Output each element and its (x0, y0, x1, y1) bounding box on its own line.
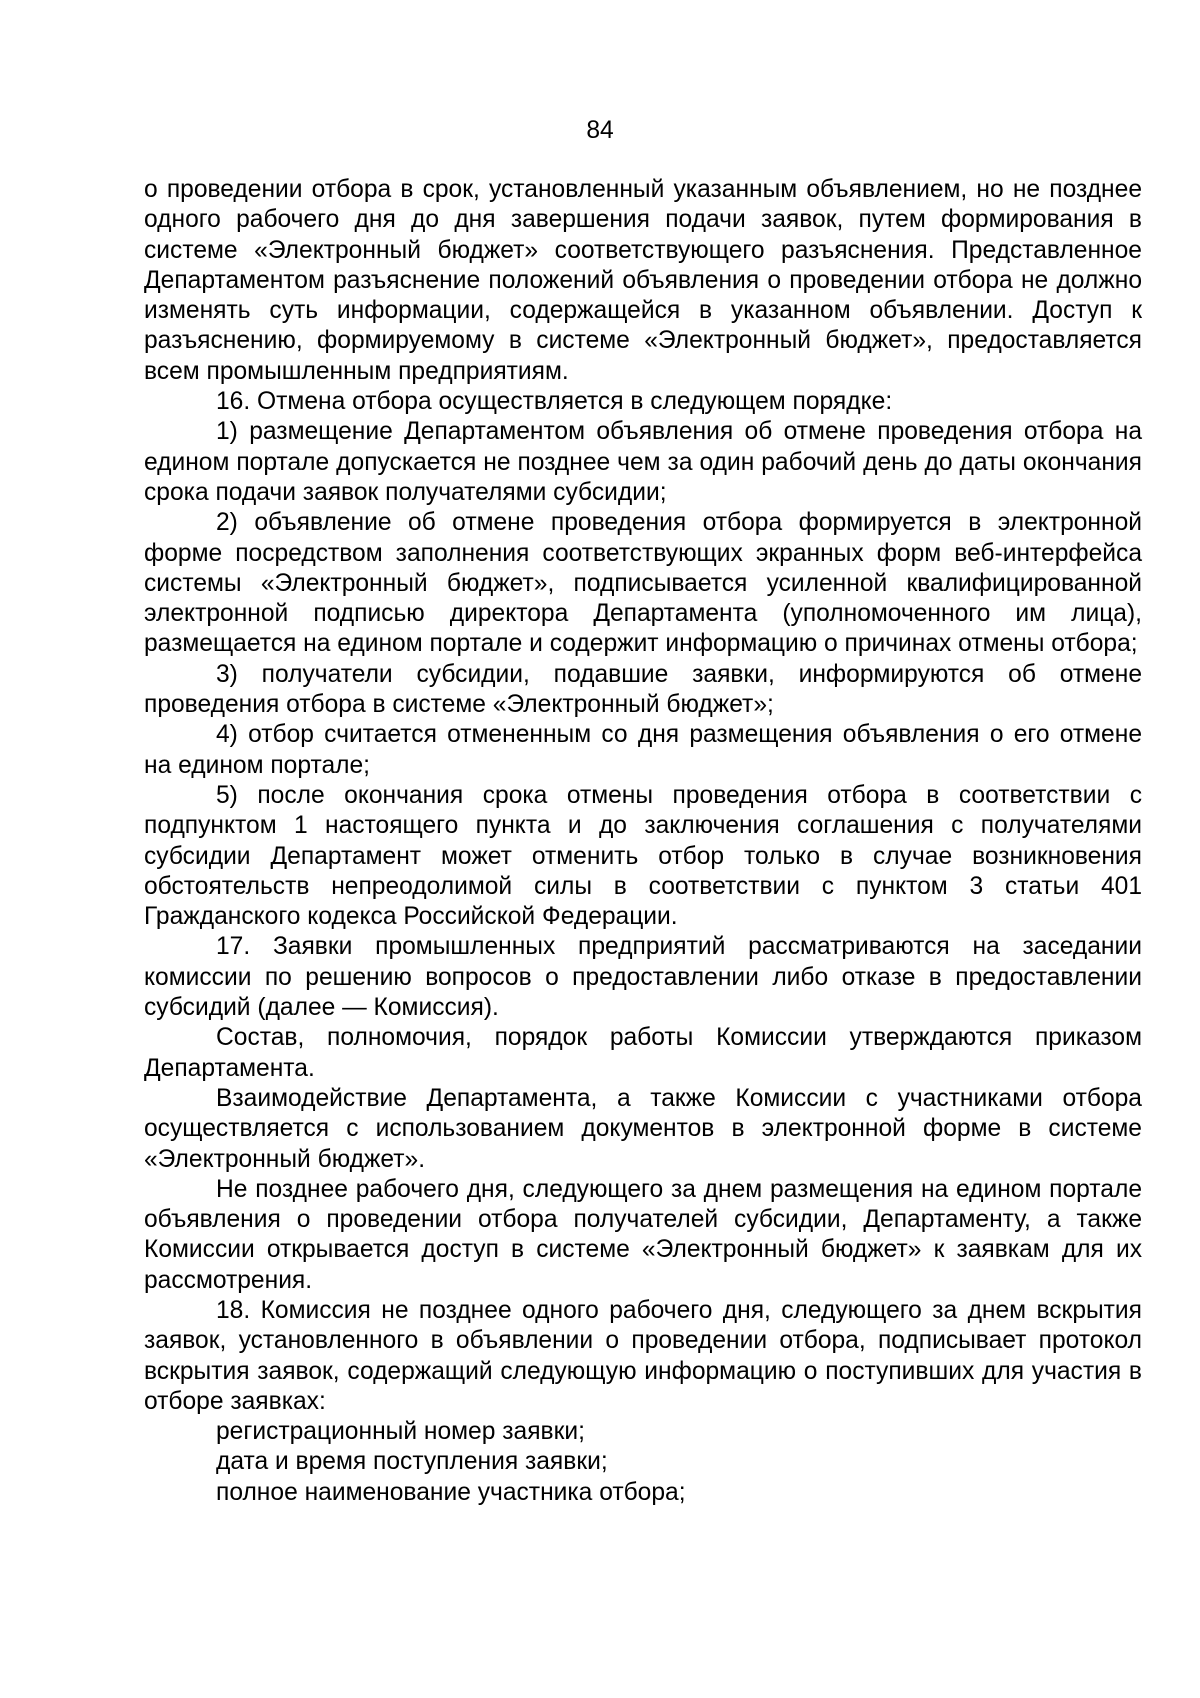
paragraph-commission-composition: Состав, полномочия, порядок работы Комиссии утверждаются приказом Департамента. (144, 1024, 1142, 1082)
list-item-date-time: дата и время поступления заявки; (216, 1448, 608, 1476)
paragraph-access: Не позднее рабочего дня, следующего за днем размещения на едином портале объявления о проведении отбора получателей субсидии, Департаменту, а также Комиссии открывается доступ в системе «Электронный бюджет» к заявкам для их рассмотрения. (144, 1175, 1142, 1294)
paragraph-clause-16-item-5: 5) после окончания срока отмены проведения отбора в соответствии с подпунктом 1 настоящего пункта и до заключения соглашения с получателями субсидии Департамент может отменить отбор только в случае возникновения обстоятельств непреодолимой силы в соответствии с пунктом 3 статьи 401 Гражданского кодекса Российской Федерации. (144, 781, 1142, 931)
page-number: 84 (586, 117, 614, 144)
paragraph-clause-16-item-4: 4) отбор считается отмененным со дня размещения объявления о его отмене на едином портале; (144, 721, 1142, 779)
list-item-registration-number: регистрационный номер заявки; (216, 1418, 585, 1446)
paragraph-clause-16-item-3: 3) получатели субсидии, подавшие заявки, информируются об отмене проведения отбора в системе «Электронный бюджет»; (144, 660, 1142, 719)
document-body (144, 175, 1142, 1508)
paragraph-continuation: о проведении отбора в срок, установленный указанным объявлением, но не позднее одного рабочего дня до дня завершения подачи заявок, путем формирования в системе «Электронный бюджет» соответствующего разъяснения. Представленное Департаментом разъяснение положений объявления о проведении отбора не должно изменять суть информации, содержащейся в указанном объявлении. Доступ к разъяснению, формируемому в системе «Электронный бюджет», предоставляется всем промышленным предприятиям. (144, 176, 1142, 385)
paragraph-clause-17: 17. Заявки промышленных предприятий рассматриваются на заседании комиссии по решению вопросов о предоставлении либо отказе в предоставлении субсидий (далее — Комиссия). (144, 933, 1142, 1022)
paragraph-clause-16-item-1: 1) размещение Департаментом объявления об отмене проведения отбора на едином портале допускается не позднее чем за один рабочий день до даты окончания срока подачи заявок получателями субсидии; (144, 418, 1142, 506)
paragraph-clause-16-item-2: 2) объявление об отмене проведения отбора формируется в электронной форме посредством заполнения соответствующих экранных форм веб-интерфейса системы «Электронный бюджет», подписывается усиленной квалифицированной электронной подписью директора Департамента (уполномоченного им лица), размещается на едином портале и содержит информацию о причинах отмены отбора; (144, 509, 1142, 658)
paragraph-clause-16: 16. Отмена отбора осуществляется в следующем порядке: (216, 388, 893, 416)
paragraph-clause-18: 18. Комиссия не позднее одного рабочего дня, следующего за днем вскрытия заявок, установленного в объявлении о проведении отбора, подписывает протокол вскрытия заявок, содержащий следующую информацию о поступивших для участия в отборе заявках: (144, 1296, 1142, 1415)
list-item-participant-name: полное наименование участника отбора; (216, 1478, 686, 1506)
paragraph-interaction: Взаимодействие Департамента, а также Комиссии с участниками отбора осуществляется с использованием документов в электронной форме в системе «Электронный бюджет». (144, 1084, 1142, 1173)
